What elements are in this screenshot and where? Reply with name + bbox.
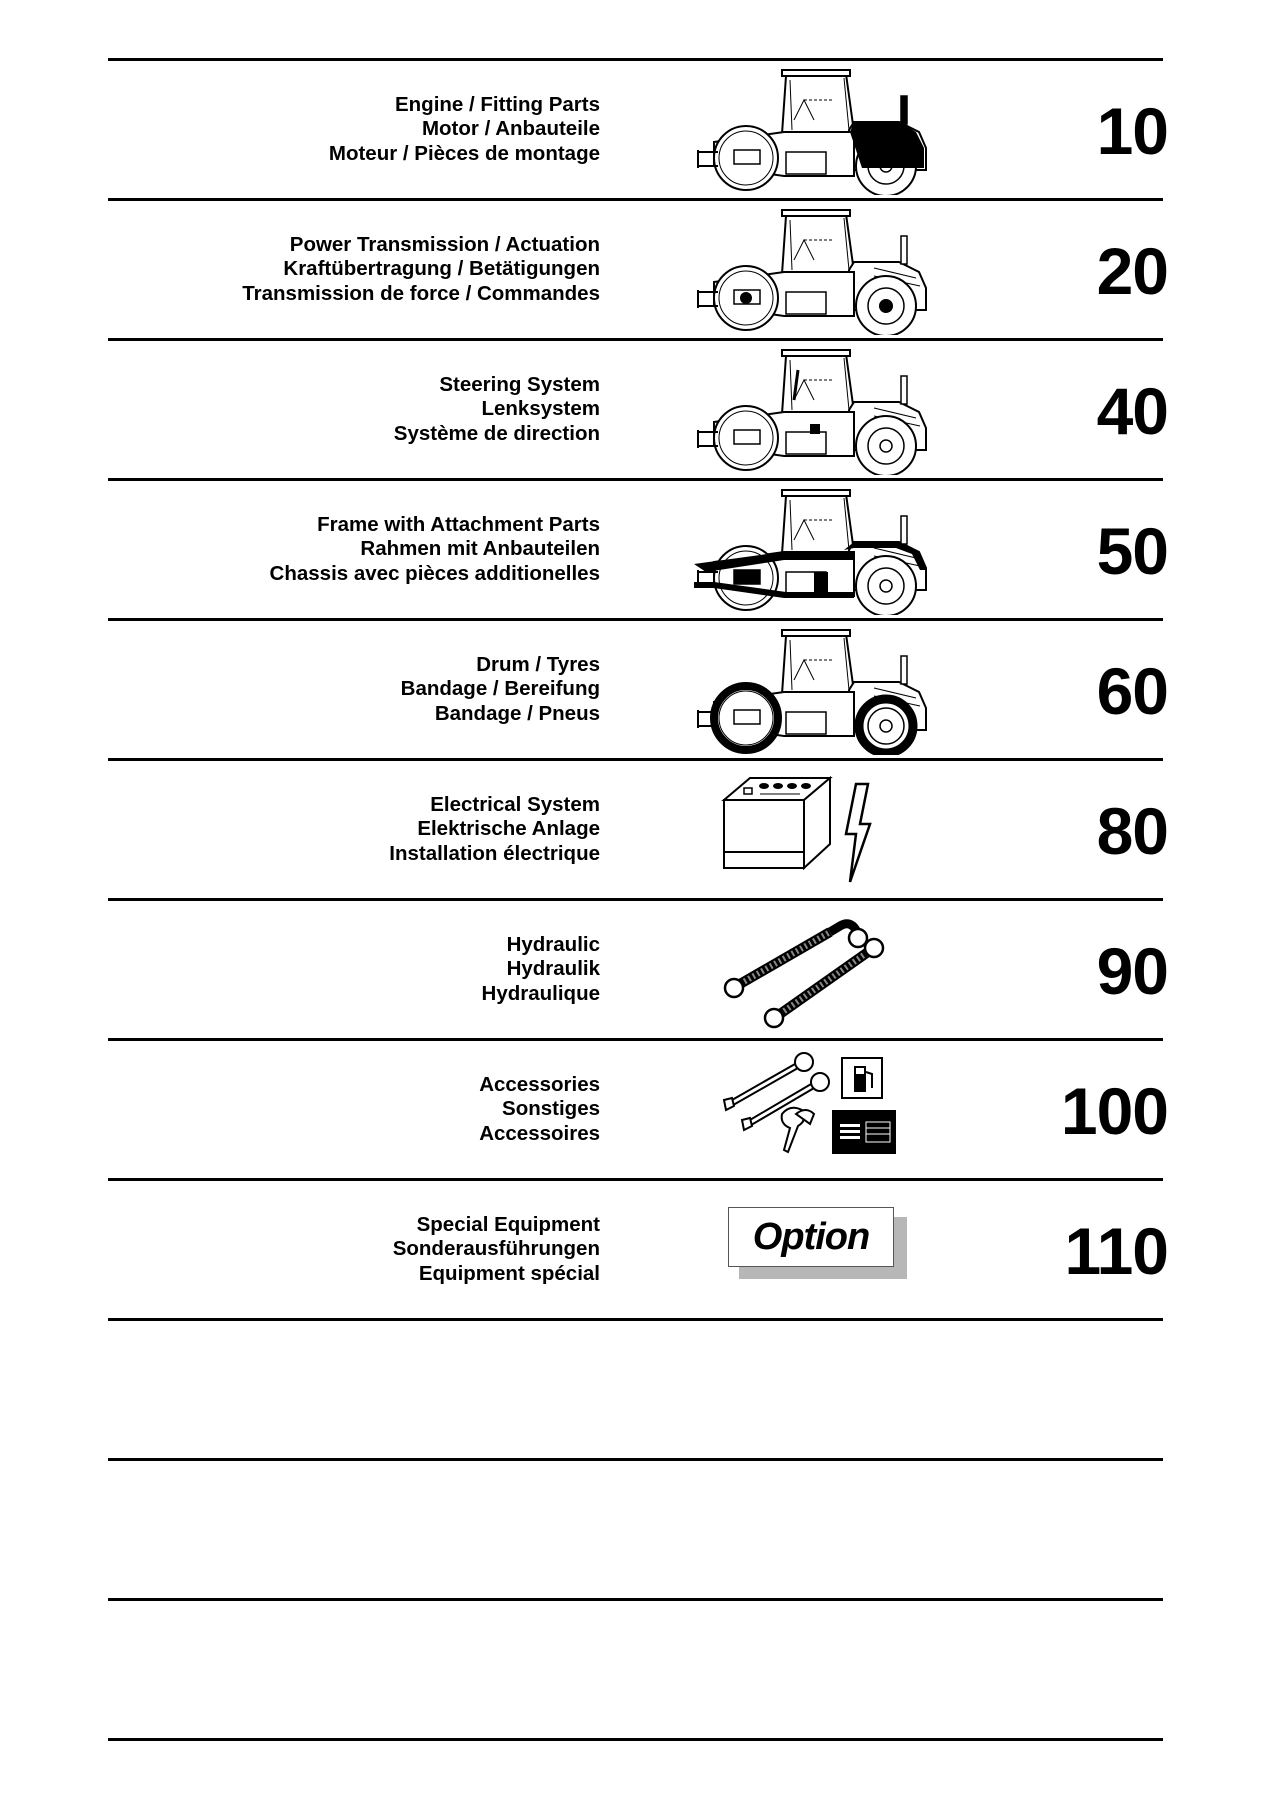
divider-rule — [108, 1458, 1163, 1461]
title-fr: Accessoires — [479, 1121, 600, 1145]
fuel-pump-icon — [842, 1058, 882, 1098]
title-en: Power Transmission / Actuation — [289, 232, 600, 256]
section-number: 80 — [1096, 794, 1168, 868]
section-titles — [120, 761, 600, 898]
roller-engine-icon — [690, 64, 942, 195]
title-de: Sonderausführungen — [392, 1237, 600, 1261]
section-number: 100 — [1060, 1074, 1168, 1148]
section-10 — [108, 61, 1168, 198]
battery-icon — [724, 778, 830, 868]
title-de: Kraftübertragung / Betätigungen — [283, 257, 600, 281]
section-100 — [108, 1041, 1168, 1178]
title-fr: Equipment spécial — [418, 1261, 600, 1285]
title-fr: Bandage / Pneus — [434, 701, 600, 725]
title-fr: Transmission de force / Commandes — [242, 281, 600, 305]
section-number: 20 — [1096, 234, 1168, 308]
section-40 — [108, 341, 1168, 478]
option-icon — [690, 1184, 942, 1315]
title-en: Hydraulic — [506, 932, 600, 956]
section-90 — [108, 901, 1168, 1038]
title-de: Elektrische Anlage — [417, 817, 600, 841]
section-20 — [108, 201, 1168, 338]
title-en: Electrical System — [430, 792, 600, 816]
title-en: Special Equipment — [416, 1212, 600, 1236]
title-en: Steering System — [439, 372, 600, 396]
section-number: 50 — [1096, 514, 1168, 588]
title-de: Lenksystem — [481, 397, 600, 421]
section-50 — [108, 481, 1168, 618]
section-number: 110 — [1064, 1214, 1168, 1288]
section-number: 40 — [1096, 374, 1168, 448]
title-en: Frame with Attachment Parts — [317, 512, 600, 536]
section-titles — [120, 61, 600, 198]
title-de: Rahmen mit Anbauteilen — [360, 537, 600, 561]
info-plate-icon — [832, 1110, 896, 1154]
title-fr: Moteur / Pièces de montage — [328, 141, 600, 165]
section-titles — [120, 481, 600, 618]
option-label: Option — [752, 1215, 870, 1258]
section-titles — [120, 1041, 600, 1178]
title-fr: Chassis avec pièces additionelles — [269, 561, 600, 585]
section-110 — [108, 1181, 1168, 1318]
divider-rule — [108, 1598, 1163, 1601]
section-titles — [120, 901, 600, 1038]
title-en: Drum / Tyres — [476, 652, 600, 676]
battery-lightning-icon — [690, 764, 942, 895]
section-60 — [108, 621, 1168, 758]
keys-icon — [782, 1108, 814, 1152]
roller-drum-tyres-icon — [690, 624, 942, 755]
section-80 — [108, 761, 1168, 898]
section-titles — [120, 341, 600, 478]
section-titles — [120, 1181, 600, 1318]
title-fr: Système de direction — [393, 421, 600, 445]
section-number: 90 — [1096, 934, 1168, 1008]
roller-frame-icon — [690, 484, 942, 615]
title-en: Engine / Fitting Parts — [394, 92, 600, 116]
tools-keys-icon — [690, 1044, 942, 1175]
roller-transmission-icon — [690, 204, 942, 335]
section-number: 60 — [1096, 654, 1168, 728]
title-de: Sonstiges — [502, 1097, 600, 1121]
section-titles — [120, 621, 600, 758]
title-de: Bandage / Bereifung — [400, 677, 600, 701]
title-fr: Installation électrique — [389, 841, 600, 865]
title-de: Motor / Anbauteile — [421, 117, 600, 141]
title-en: Accessories — [479, 1072, 600, 1096]
section-number: 10 — [1096, 94, 1168, 168]
divider-rule — [108, 1738, 1163, 1741]
divider-rule — [108, 1318, 1163, 1321]
roller-steering-icon — [690, 344, 942, 475]
section-titles — [120, 201, 600, 338]
title-fr: Hydraulique — [481, 981, 600, 1005]
lightning-icon — [846, 784, 870, 882]
title-de: Hydraulik — [506, 957, 600, 981]
hydraulic-hoses-icon — [690, 904, 942, 1035]
